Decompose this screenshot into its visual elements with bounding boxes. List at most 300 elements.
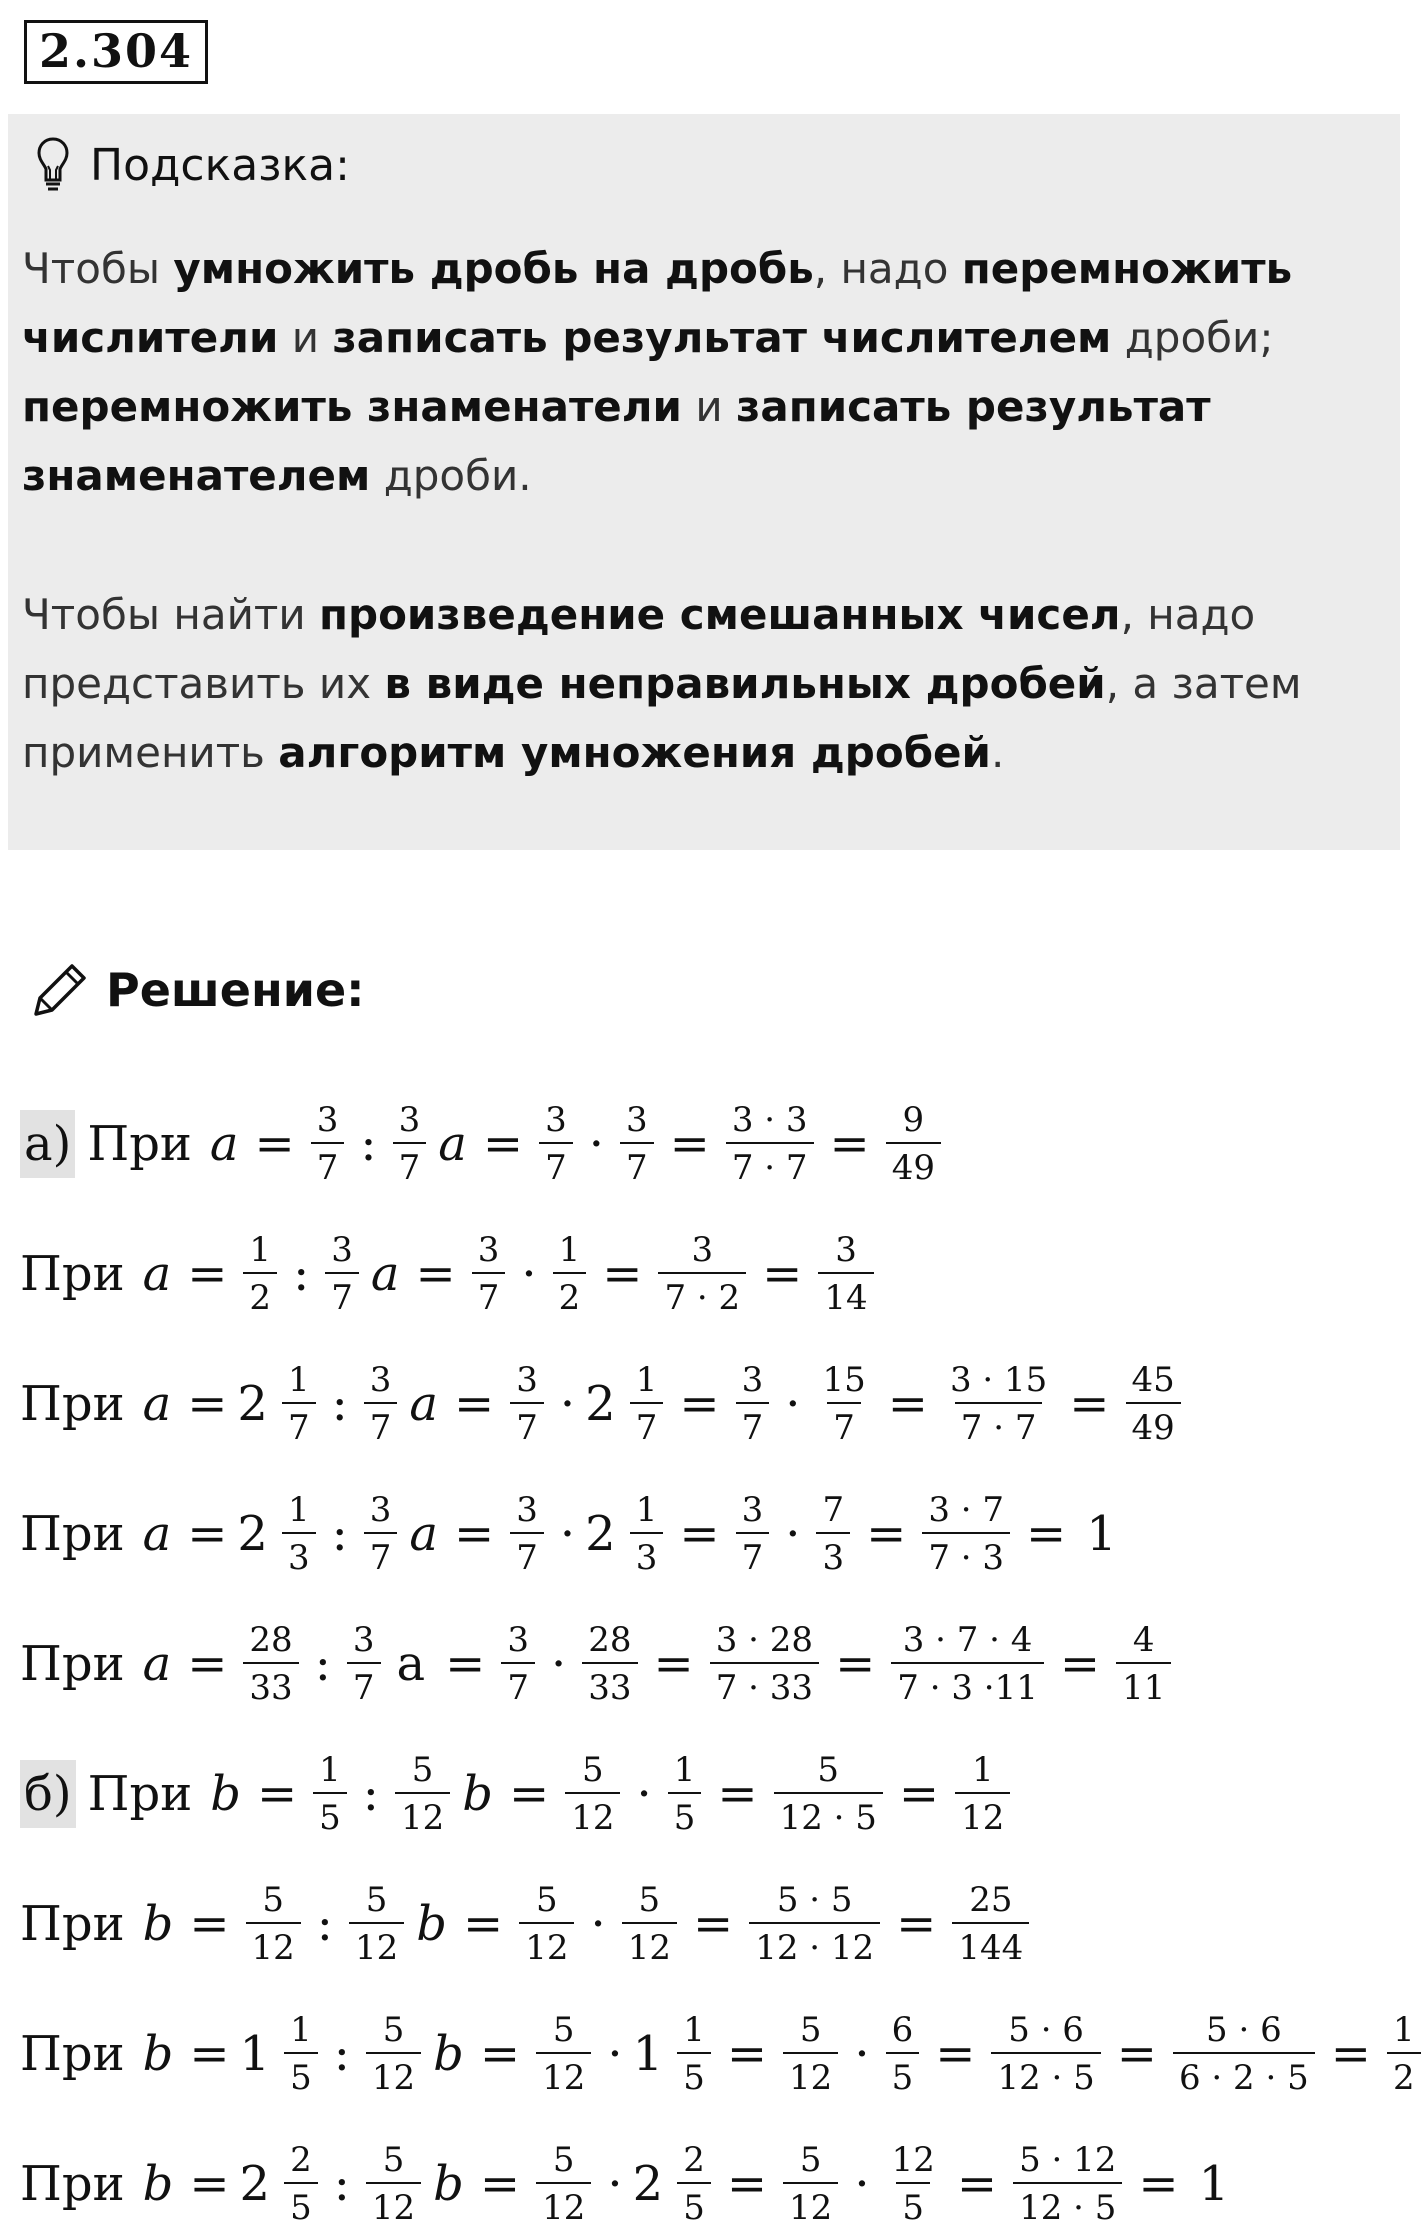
hint-paragraph-1 xyxy=(22,234,1392,510)
denominator: 7 xyxy=(736,1402,770,1448)
numerator: 5 xyxy=(262,1880,284,1920)
denominator: 7 xyxy=(501,1662,535,1708)
fraction xyxy=(668,1750,702,1838)
fraction xyxy=(246,1880,301,1968)
formula-line xyxy=(20,1750,1016,1838)
operator: = xyxy=(454,1376,495,1432)
denominator: 49 xyxy=(886,1142,941,1188)
operator: = xyxy=(762,1246,803,1302)
emphasis-text: записать результат числителем xyxy=(332,313,1112,362)
numerator: 3 xyxy=(516,1360,538,1400)
variable: b xyxy=(433,2156,464,2212)
operator: : xyxy=(316,1896,333,1952)
hint-text: Чтобы xyxy=(22,244,174,293)
denominator: 144 xyxy=(952,1922,1029,1968)
fraction xyxy=(886,2140,941,2228)
operator: : xyxy=(362,1766,379,1822)
numerator: 12 xyxy=(891,2140,935,2180)
fraction xyxy=(519,1880,574,1968)
numerator: 28 xyxy=(588,1620,632,1660)
whole-part: 2 xyxy=(585,1506,616,1562)
variable: b xyxy=(462,1766,493,1822)
denominator: 7 xyxy=(472,1272,506,1318)
operator: : xyxy=(360,1116,377,1172)
operator: · xyxy=(854,2026,870,2082)
variable: a xyxy=(438,1116,467,1172)
hint-text: и xyxy=(681,382,736,431)
numerator: 5 xyxy=(817,1750,840,1790)
fraction xyxy=(364,1360,398,1448)
task-number: 2.304 xyxy=(24,20,208,84)
fraction xyxy=(620,1100,654,1188)
numerator: 5 · 12 xyxy=(1019,2140,1117,2180)
numerator: 5 xyxy=(382,2010,405,2050)
fraction xyxy=(774,1750,883,1838)
fraction xyxy=(510,1490,544,1578)
fraction xyxy=(1173,2010,1315,2098)
numerator: 1 xyxy=(249,1230,272,1270)
denominator: 12 xyxy=(366,2182,421,2228)
denominator: 7 xyxy=(510,1532,544,1578)
number: 1 xyxy=(1198,2156,1230,2212)
operator: · xyxy=(590,1896,606,1952)
numerator: 25 xyxy=(969,1880,1013,1920)
fraction xyxy=(736,1490,770,1578)
formula-line xyxy=(20,1230,880,1318)
denominator: 7 xyxy=(620,1142,654,1188)
numerator: 28 xyxy=(249,1620,293,1660)
hint-title: Подсказка: xyxy=(90,139,350,191)
formula-line xyxy=(20,1490,1127,1578)
hint-text: Чтобы найти xyxy=(22,590,319,639)
variable: a xyxy=(142,1506,172,1562)
numerator: 6 xyxy=(891,2010,914,2050)
numerator: 5 xyxy=(552,2010,575,2050)
variable: a xyxy=(142,1246,172,1302)
text-label: При xyxy=(20,1636,125,1692)
fraction xyxy=(726,1100,814,1188)
operator: = xyxy=(679,1506,720,1562)
operator: = xyxy=(187,1376,228,1432)
fraction xyxy=(783,2140,838,2228)
numerator: 4 xyxy=(1132,1620,1155,1660)
whole-part: 2 xyxy=(585,1376,616,1432)
denominator: 7 xyxy=(364,1532,398,1578)
fraction xyxy=(393,1100,427,1188)
operator: = xyxy=(1330,2026,1371,2082)
numerator: 2 xyxy=(290,2140,312,2180)
operator: = xyxy=(187,1506,228,1562)
fraction xyxy=(630,1490,664,1578)
denominator: 7 · 3 xyxy=(922,1532,1010,1578)
hint-text: , надо представить их xyxy=(22,590,1256,708)
denominator: 5 xyxy=(668,1792,702,1838)
denominator: 7 xyxy=(282,1402,316,1448)
denominator: 3 xyxy=(282,1532,316,1578)
emphasis-text: перемножить числители xyxy=(22,244,1293,362)
denominator: 7 · 33 xyxy=(710,1662,819,1708)
numerator: 3 xyxy=(477,1230,500,1270)
denominator: 7 · 2 xyxy=(658,1272,746,1318)
denominator: 12 xyxy=(536,2052,591,2098)
operator: = xyxy=(189,2026,230,2082)
emphasis-text: перемножить знаменатели xyxy=(22,382,682,431)
numerator: 1 xyxy=(287,1360,310,1400)
fraction xyxy=(553,1230,587,1318)
fraction xyxy=(325,1230,359,1318)
solution-title: Решение: xyxy=(106,963,365,1017)
operator: = xyxy=(254,1116,295,1172)
numerator: 3 xyxy=(545,1100,567,1140)
operator: = xyxy=(479,2156,521,2212)
denominator: 3 xyxy=(816,1532,850,1578)
text-label: При xyxy=(20,2156,125,2212)
operator: = xyxy=(887,1376,928,1432)
fraction xyxy=(366,2010,421,2098)
hint-box xyxy=(8,114,1400,850)
denominator: 12 xyxy=(366,2052,421,2098)
denominator: 5 xyxy=(284,2052,318,2098)
fraction xyxy=(536,2010,591,2098)
operator: = xyxy=(415,1246,456,1302)
numerator: 1 xyxy=(558,1230,581,1270)
denominator: 12 · 5 xyxy=(1013,2182,1122,2228)
emphasis-text: в виде неправильных дробей xyxy=(384,659,1106,708)
denominator: 7 xyxy=(827,1402,861,1448)
fraction xyxy=(886,2010,920,2098)
operator: = xyxy=(454,1506,495,1562)
variable: b xyxy=(210,1766,241,1822)
operator: · xyxy=(607,2026,623,2082)
variable: a xyxy=(209,1116,239,1172)
fraction xyxy=(658,1230,746,1318)
fraction xyxy=(736,1360,770,1448)
whole-part: 1 xyxy=(632,2026,664,2082)
fraction xyxy=(311,1100,345,1188)
formula-line xyxy=(20,1360,1187,1448)
denominator: 3 xyxy=(630,1532,664,1578)
fraction xyxy=(472,1230,506,1318)
denominator: 7 · 7 xyxy=(955,1402,1043,1448)
fraction xyxy=(944,1360,1053,1448)
denominator: 7 xyxy=(311,1142,345,1188)
denominator: 2 xyxy=(243,1272,277,1318)
denominator: 7 xyxy=(347,1662,381,1708)
emphasis-text: алгоритм умножения дробей xyxy=(278,728,991,777)
operator: = xyxy=(1138,2156,1179,2212)
operator: = xyxy=(829,1116,870,1172)
variable: b xyxy=(433,2026,464,2082)
numerator: 3 xyxy=(516,1490,538,1530)
operator: = xyxy=(726,2156,768,2212)
denominator: 49 xyxy=(1126,1402,1181,1448)
denominator: 5 xyxy=(313,1792,347,1838)
operator: · xyxy=(636,1766,652,1822)
denominator: 12 xyxy=(246,1922,301,1968)
fraction xyxy=(1387,2010,1421,2098)
operator: : xyxy=(331,1506,348,1562)
numerator: 3 xyxy=(835,1230,857,1270)
item-label: а) xyxy=(20,1110,75,1178)
denominator: 7 xyxy=(325,1272,359,1318)
text-label: При xyxy=(20,2026,125,2082)
formula-line xyxy=(20,1880,1035,1968)
numerator: 3 · 28 xyxy=(715,1620,814,1660)
text-label: При xyxy=(87,1116,192,1172)
operator: = xyxy=(896,1896,937,1952)
operator: = xyxy=(679,1376,720,1432)
numerator: 5 · 6 xyxy=(1206,2010,1282,2050)
fraction xyxy=(536,2140,591,2228)
hint-text: , надо xyxy=(813,244,962,293)
fraction xyxy=(364,1490,398,1578)
operator: : xyxy=(333,2026,350,2082)
variable: b xyxy=(142,2156,174,2212)
operator: = xyxy=(445,1636,486,1692)
text-label: При xyxy=(87,1766,193,1822)
fraction xyxy=(886,1100,941,1188)
fraction xyxy=(677,2010,711,2098)
fraction xyxy=(582,1620,637,1708)
numerator: 3 xyxy=(369,1490,392,1530)
denominator: 2 xyxy=(553,1272,587,1318)
pencil-icon xyxy=(28,958,92,1022)
numerator: 5 xyxy=(799,2010,822,2050)
denominator: 12 xyxy=(955,1792,1010,1838)
numerator: 3 xyxy=(316,1100,339,1140)
numerator: 3 · 7 xyxy=(928,1490,1005,1530)
fraction xyxy=(1126,1360,1181,1448)
variable: a xyxy=(409,1376,439,1432)
formula-line xyxy=(20,1100,947,1188)
numerator: 9 xyxy=(902,1100,925,1140)
fraction xyxy=(922,1490,1010,1578)
numerator: 5 · 5 xyxy=(776,1880,853,1920)
number: a xyxy=(396,1636,426,1692)
numerator: 5 xyxy=(382,2140,405,2180)
numerator: 3 xyxy=(398,1100,421,1140)
text-label: При xyxy=(20,1896,125,1952)
fraction xyxy=(816,1360,871,1448)
fraction xyxy=(284,2140,318,2228)
numerator: 3 xyxy=(741,1360,764,1400)
operator: = xyxy=(726,2026,768,2082)
item-label: б) xyxy=(20,1760,76,1828)
operator: = xyxy=(1026,1506,1067,1562)
fraction xyxy=(366,2140,421,2228)
fraction xyxy=(282,1490,316,1578)
operator: : xyxy=(314,1636,331,1692)
operator: = xyxy=(692,1896,734,1952)
hint-text: , а затем применить xyxy=(22,659,1302,777)
fraction xyxy=(783,2010,838,2098)
operator: · xyxy=(559,1506,576,1562)
operator: = xyxy=(189,2156,230,2212)
operator: = xyxy=(1059,1636,1101,1692)
numerator: 3 xyxy=(625,1100,648,1140)
numerator: 1 xyxy=(971,1750,994,1790)
numerator: 3 · 15 xyxy=(949,1360,1048,1400)
solution-heading xyxy=(28,958,365,1022)
whole-part: 1 xyxy=(239,2026,271,2082)
number: 1 xyxy=(1086,1506,1117,1562)
fraction xyxy=(282,1360,316,1448)
hint-heading xyxy=(36,136,350,194)
denominator: 5 xyxy=(677,2052,711,2098)
numerator: 1 xyxy=(290,2010,312,2050)
denominator: 12 · 5 xyxy=(774,1792,883,1838)
fraction xyxy=(818,1230,873,1318)
denominator: 14 xyxy=(818,1272,873,1318)
denominator: 7 xyxy=(630,1402,664,1448)
numerator: 5 xyxy=(365,1880,388,1920)
operator: · xyxy=(785,1376,801,1432)
fraction xyxy=(1116,1620,1171,1708)
denominator: 12 xyxy=(783,2052,838,2098)
denominator: 7 xyxy=(364,1402,398,1448)
operator: · xyxy=(521,1246,537,1302)
formula-line xyxy=(20,2140,1239,2228)
operator: = xyxy=(462,1896,504,1952)
numerator: 45 xyxy=(1131,1360,1175,1400)
fraction xyxy=(952,1880,1029,1968)
formula-line xyxy=(20,1620,1177,1708)
fraction xyxy=(565,1750,620,1838)
denominator: 7 xyxy=(393,1142,427,1188)
numerator: 3 xyxy=(507,1620,529,1660)
whole-part: 2 xyxy=(239,2156,271,2212)
operator: = xyxy=(1069,1376,1110,1432)
numerator: 3 xyxy=(331,1230,353,1270)
operator: = xyxy=(898,1766,940,1822)
operator: : xyxy=(333,2156,350,2212)
numerator: 3 · 7 · 4 xyxy=(902,1620,1033,1660)
operator: · xyxy=(588,1116,604,1172)
operator: = xyxy=(187,1246,228,1302)
hint-paragraph-2 xyxy=(22,580,1392,787)
variable: a xyxy=(370,1246,400,1302)
denominator: 5 xyxy=(284,2182,318,2228)
denominator: 12 xyxy=(565,1792,620,1838)
operator: = xyxy=(479,2026,521,2082)
hint-text: дроби; xyxy=(1111,313,1274,362)
fraction xyxy=(349,1880,404,1968)
fraction xyxy=(243,1230,277,1318)
denominator: 7 xyxy=(510,1402,544,1448)
numerator: 5 xyxy=(638,1880,661,1920)
fraction xyxy=(1013,2140,1122,2228)
fraction xyxy=(313,1750,347,1838)
variable: a xyxy=(142,1376,172,1432)
numerator: 2 xyxy=(683,2140,705,2180)
operator: : xyxy=(331,1376,348,1432)
denominator: 5 xyxy=(677,2182,711,2228)
fraction xyxy=(539,1100,573,1188)
fraction xyxy=(347,1620,381,1708)
operator: · xyxy=(854,2156,870,2212)
text-label: При xyxy=(20,1246,125,1302)
numerator: 1 xyxy=(635,1360,658,1400)
numerator: 5 · 6 xyxy=(1008,2010,1084,2050)
operator: = xyxy=(1116,2026,1157,2082)
operator: = xyxy=(956,2156,998,2212)
denominator: 7 xyxy=(539,1142,573,1188)
numerator: 5 xyxy=(411,1750,434,1790)
denominator: 5 xyxy=(886,2052,920,2098)
denominator: 7 xyxy=(736,1532,770,1578)
fraction xyxy=(710,1620,819,1708)
operator: = xyxy=(508,1766,550,1822)
fraction xyxy=(991,2010,1100,2098)
denominator: 33 xyxy=(582,1662,637,1708)
operator: · xyxy=(785,1506,801,1562)
hint-text: и xyxy=(278,313,333,362)
variable: a xyxy=(142,1636,172,1692)
denominator: 5 xyxy=(896,2182,930,2228)
numerator: 3 xyxy=(352,1620,375,1660)
denominator: 12 xyxy=(536,2182,591,2228)
denominator: 33 xyxy=(243,1662,298,1708)
fraction xyxy=(891,1620,1044,1708)
operator: = xyxy=(189,1896,230,1952)
formula-line xyxy=(20,2010,1427,2098)
numerator: 1 xyxy=(1392,2010,1415,2050)
numerator: 1 xyxy=(673,1750,696,1790)
fraction xyxy=(955,1750,1010,1838)
operator: : xyxy=(293,1246,310,1302)
fraction xyxy=(816,1490,850,1578)
whole-part: 2 xyxy=(237,1376,268,1432)
whole-part: 2 xyxy=(237,1506,268,1562)
operator: = xyxy=(602,1246,643,1302)
numerator: 3 xyxy=(691,1230,714,1270)
denominator: 12 xyxy=(622,1922,677,1968)
numerator: 1 xyxy=(635,1490,658,1530)
operator: = xyxy=(669,1116,710,1172)
numerator: 1 xyxy=(319,1750,341,1790)
operator: = xyxy=(482,1116,524,1172)
emphasis-text: умножить дробь на дробь xyxy=(173,244,814,293)
whole-part: 2 xyxy=(632,2156,664,2212)
emphasis-text: записать результат знаменателем xyxy=(22,382,1211,500)
numerator: 5 xyxy=(536,1880,558,1920)
numerator: 5 xyxy=(552,2140,575,2180)
numerator: 5 xyxy=(799,2140,822,2180)
fraction xyxy=(630,1360,664,1448)
operator: = xyxy=(187,1636,228,1692)
operator: = xyxy=(653,1636,694,1692)
numerator: 1 xyxy=(683,2010,705,2050)
hint-text: . xyxy=(990,728,1005,777)
denominator: 12 xyxy=(349,1922,404,1968)
operator: · xyxy=(559,1376,576,1432)
variable: b xyxy=(142,1896,174,1952)
text-label: При xyxy=(20,1506,125,1562)
variable: b xyxy=(142,2026,174,2082)
denominator: 6 · 2 · 5 xyxy=(1173,2052,1315,2098)
fraction xyxy=(243,1620,298,1708)
denominator: 12 xyxy=(395,1792,450,1838)
hint-text: дроби. xyxy=(370,451,532,500)
denominator: 7 · 3 ·11 xyxy=(891,1662,1044,1708)
emphasis-text: произведение смешанных чисел xyxy=(318,590,1121,639)
operator: = xyxy=(866,1506,907,1562)
numerator: 15 xyxy=(822,1360,866,1400)
fraction xyxy=(395,1750,450,1838)
fraction xyxy=(749,1880,880,1968)
text-label: При xyxy=(20,1376,125,1432)
variable: b xyxy=(416,1896,447,1952)
